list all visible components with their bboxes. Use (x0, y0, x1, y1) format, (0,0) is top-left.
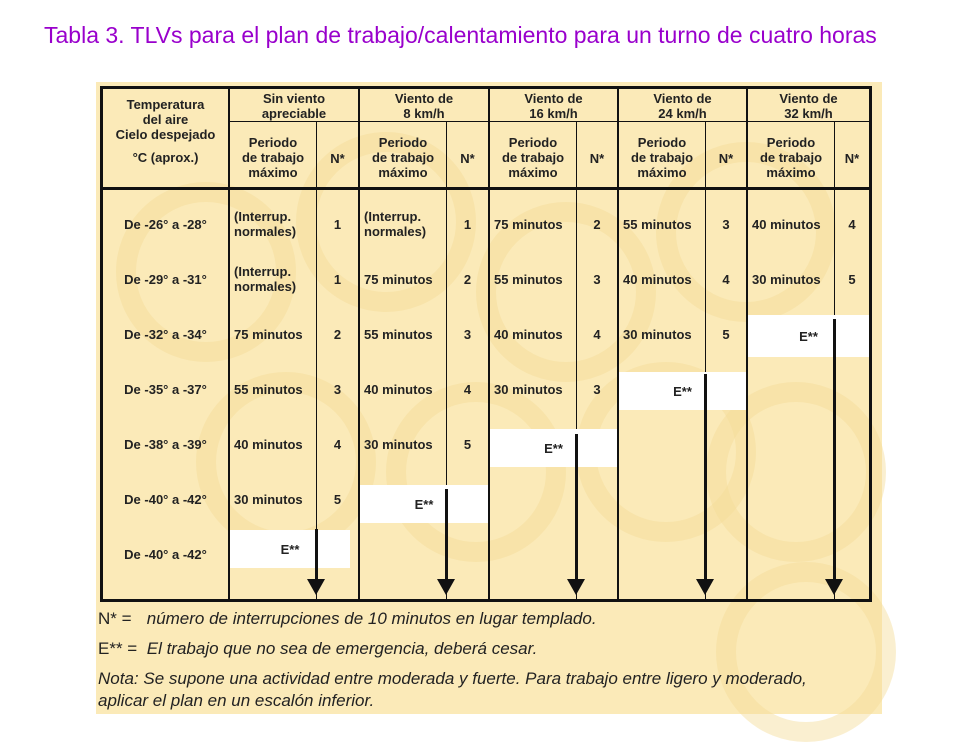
footnote-note-line: aplicar el plan en un escalón inferior. (98, 691, 375, 710)
period-cell (364, 209, 446, 239)
footnote-n (98, 608, 597, 630)
n-cell: 1 (333, 272, 342, 287)
footnote-note-line: Nota: Se supone una actividad entre moderada y fuerte. Para trabajo entre ligero y moderado, (98, 669, 807, 688)
table-figure (96, 82, 882, 714)
row-temp-label: De -29° a -31° (124, 272, 207, 287)
n-header: N* (330, 151, 345, 166)
n-cell: 3 (593, 272, 601, 287)
n-cell: 5 (848, 272, 856, 287)
row-divider (228, 121, 869, 122)
row-temp-label: De -40° a -42° (124, 492, 207, 507)
column-divider (316, 121, 317, 599)
period-header-line: Periodo (248, 135, 298, 150)
n-cell: 4 (463, 382, 472, 397)
period-cell: 75 minutos (364, 272, 433, 287)
temp-header-line: del aire (142, 112, 189, 127)
wind-header-4 (748, 91, 869, 121)
down-arrow-icon (575, 434, 578, 581)
cease-work-block: E** (619, 372, 746, 410)
footnote-key: N* = (98, 609, 132, 628)
cease-work-block: E** (360, 485, 488, 523)
n-cell: 2 (593, 217, 601, 232)
period-header-line: de trabajo (759, 150, 823, 165)
n-cell: 3 (463, 327, 472, 342)
period-header-line: máximo (637, 165, 687, 180)
cease-work-block: E** (490, 429, 617, 467)
temp-header-line: Temperatura (126, 97, 205, 112)
period-cell: 75 minutos (494, 217, 563, 232)
n-cell: 2 (333, 327, 342, 342)
row-temp-label: De -38° a -39° (124, 437, 207, 452)
n-cell: 1 (333, 217, 342, 232)
wind-header-line: Sin viento (262, 91, 326, 106)
n-header: N* (589, 151, 605, 166)
period-cell: 40 minutos (494, 327, 563, 342)
n-cell: 3 (333, 382, 342, 397)
cease-work-block: E** (230, 530, 350, 568)
n-cell: 3 (593, 382, 601, 397)
period-cell (234, 209, 316, 239)
period-cell: 40 minutos (752, 217, 821, 232)
n-cell: 4 (333, 437, 342, 452)
period-cell-line: normales) (234, 279, 297, 294)
footnote-note (98, 668, 807, 712)
down-arrow-icon (696, 579, 714, 595)
period-header-line: Periodo (378, 135, 428, 150)
period-cell-line: (Interrup. (364, 209, 422, 224)
period-cell-line: normales) (234, 224, 297, 239)
period-header-line: máximo (378, 165, 428, 180)
period-cell: 40 minutos (364, 382, 433, 397)
period-cell: 30 minutos (623, 327, 692, 342)
period-header (490, 135, 576, 180)
wind-header-line: Viento de (653, 91, 712, 106)
period-cell-line: (Interrup. (234, 209, 292, 224)
period-cell: 30 minutos (752, 272, 821, 287)
period-header-line: Periodo (637, 135, 687, 150)
row-temp-label: De -40° a -42° (124, 547, 207, 562)
period-cell: 55 minutos (364, 327, 433, 342)
down-arrow-icon (825, 579, 843, 595)
wind-header-line: Viento de (524, 91, 583, 106)
period-header-line: máximo (766, 165, 816, 180)
n-cell: 3 (722, 217, 730, 232)
row-temp-label: De -35° a -37° (124, 382, 207, 397)
period-cell: 55 minutos (494, 272, 563, 287)
down-arrow-icon (833, 319, 836, 581)
period-header-line: de trabajo (630, 150, 694, 165)
down-arrow-icon (704, 374, 707, 581)
period-header (619, 135, 705, 180)
period-header-line: de trabajo (501, 150, 565, 165)
n-cell: 2 (463, 272, 472, 287)
n-cell: 5 (463, 437, 472, 452)
period-header-line: Periodo (766, 135, 816, 150)
period-cell: 75 minutos (234, 327, 303, 342)
period-header-line: Periodo (508, 135, 558, 150)
footnote-key: E** = (98, 639, 138, 658)
n-cell: 1 (463, 217, 472, 232)
down-arrow-icon (445, 489, 448, 581)
tlv-table (100, 86, 872, 602)
period-header (230, 135, 316, 180)
period-cell: 30 minutos (364, 437, 433, 452)
period-cell-line: (Interrup. (234, 264, 292, 279)
n-cell: 5 (333, 492, 342, 507)
period-header-line: de trabajo (241, 150, 305, 165)
down-arrow-icon (315, 529, 318, 581)
wind-header-line: 16 km/h (529, 106, 578, 121)
wind-header-line: 24 km/h (658, 106, 707, 121)
header-divider (103, 187, 869, 190)
n-cell: 5 (722, 327, 730, 342)
wind-header-1 (360, 91, 488, 121)
period-cell (234, 264, 316, 294)
period-cell: 30 minutos (234, 492, 303, 507)
down-arrow-icon (567, 579, 585, 595)
period-header-line: máximo (508, 165, 558, 180)
period-header-line: de trabajo (371, 150, 435, 165)
period-cell: 40 minutos (623, 272, 692, 287)
n-header: N* (844, 151, 860, 166)
wind-header-3 (619, 91, 746, 121)
row-temp-label: De -26° a -28° (124, 217, 207, 232)
temp-header-line: Cielo despejado (115, 127, 216, 142)
wind-header-line: Viento de (394, 91, 454, 106)
wind-header-line: apreciable (261, 106, 327, 121)
temp-header-line: °C (aprox.) (132, 150, 199, 165)
wind-header-line: 32 km/h (784, 106, 833, 121)
period-header (748, 135, 834, 180)
temp-header (103, 97, 228, 165)
page-title: Tabla 3. TLVs para el plan de trabajo/calentamiento para un turno de cuatro horas (44, 22, 877, 48)
n-cell: 4 (722, 272, 730, 287)
footnote-e (98, 638, 537, 660)
wind-header-2 (490, 91, 617, 121)
down-arrow-icon (437, 579, 455, 595)
period-cell: 30 minutos (494, 382, 563, 397)
wind-header-line: Viento de (779, 91, 838, 106)
period-cell: 55 minutos (234, 382, 303, 397)
n-cell: 4 (593, 327, 601, 342)
cease-work-block: E** (748, 315, 869, 357)
period-cell: 40 minutos (234, 437, 303, 452)
footnote-text: número de interrupciones de 10 minutos en lugar templado. (146, 609, 597, 628)
period-cell-line: normales) (364, 224, 427, 239)
row-temp-label: De -32° a -34° (124, 327, 207, 342)
n-cell: 4 (848, 217, 856, 232)
wind-header-0 (230, 91, 358, 121)
n-header: N* (460, 151, 475, 166)
wind-header-line: 8 km/h (403, 106, 445, 121)
period-header-line: máximo (248, 165, 298, 180)
period-cell: 55 minutos (623, 217, 692, 232)
down-arrow-icon (307, 579, 325, 595)
footnote-text: El trabajo que no sea de emergencia, deberá cesar. (146, 639, 538, 658)
n-header: N* (718, 151, 734, 166)
period-header (360, 135, 446, 180)
